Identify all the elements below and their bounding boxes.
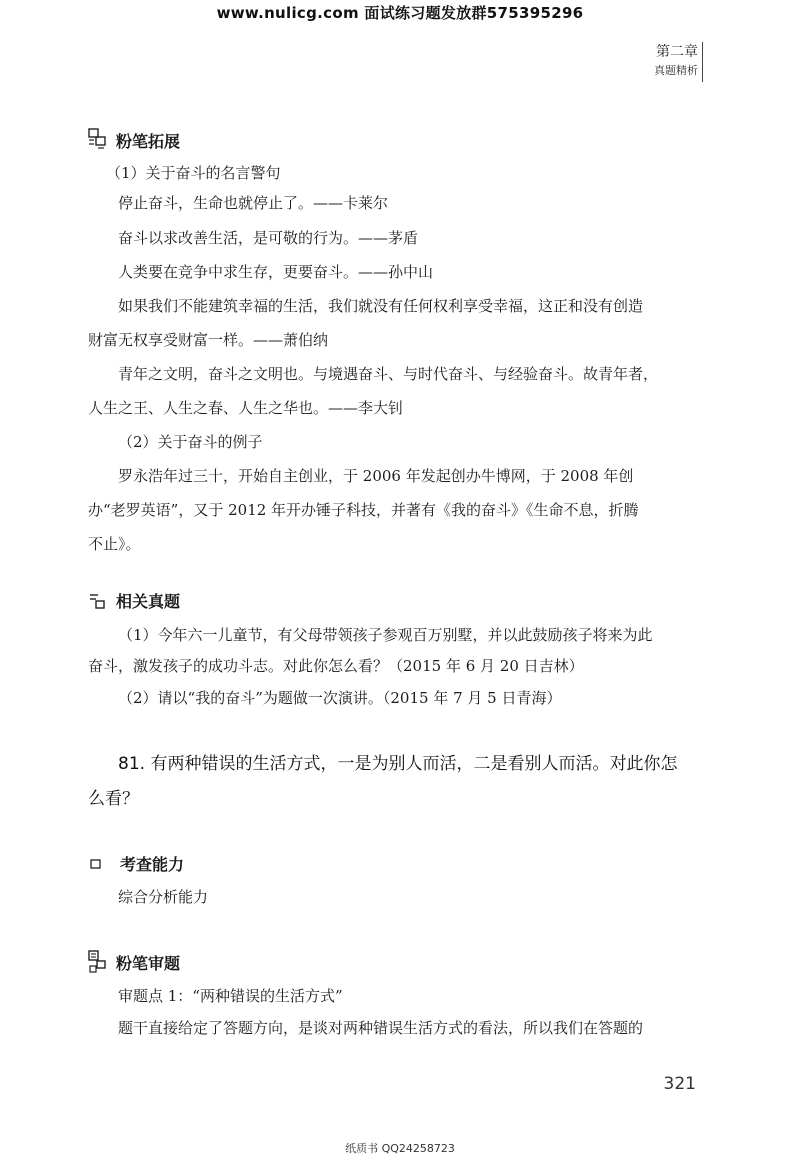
page-number: 321	[663, 1074, 696, 1094]
chapter-subtitle: 真题精析	[654, 64, 698, 77]
text-line: 财富无权享受财富一样。——萧伯纳	[88, 331, 329, 349]
chapter-divider	[702, 42, 703, 82]
section-ability-title: 考查能力	[120, 855, 185, 874]
related-questions-icon	[88, 592, 106, 610]
text-line: 办“老罗英语”，又于 2012 年开办锤子科技，并著有《我的奋斗》《生命不息，折腾	[88, 501, 639, 519]
text-line: （2）请以“我的奋斗”为题做一次演讲。（2015 年 7 月 5 日青海）	[118, 689, 562, 707]
bottom-note: 纸质书 QQ24258723	[345, 1142, 455, 1155]
text-line: 审题点 1：“两种错误的生活方式”	[118, 987, 343, 1005]
text-line: （2）关于奋斗的例子	[118, 433, 263, 451]
text-line: 综合分析能力	[118, 888, 209, 906]
text-line: （1）关于奋斗的名言警句	[106, 164, 281, 182]
text-line: 如果我们不能建筑幸福的生活，我们就没有任何权利享受幸福，这正和没有创造	[118, 297, 644, 315]
text-line: 人生之王、人生之春、人生之华也。——李大钊	[88, 399, 404, 417]
section-review-heading	[88, 950, 180, 974]
top-banner: www.nulicg.com 面试练习题发放群575395296	[216, 4, 584, 22]
section-expand-title: 粉笔拓展	[116, 131, 181, 151]
text-line: 奋斗以求改善生活，是可敬的行为。——茅盾	[118, 229, 419, 247]
review-pencil-icon	[88, 950, 106, 974]
text-line: 停止奋斗，生命也就停止了。——卡莱尔	[118, 194, 389, 212]
chapter-header	[654, 42, 698, 80]
text-line: 奋斗，激发孩子的成功斗志。对此你怎么看？（2015 年 6 月 20 日吉林）	[88, 657, 584, 675]
text-line: 题干直接给定了答题方向，是谈对两种错误生活方式的看法，所以我们在答题的	[118, 1019, 644, 1037]
question-line: 么看？	[88, 789, 139, 809]
section-ability-heading	[88, 852, 184, 875]
text-line: 不止》。	[88, 535, 141, 553]
section-related-title: 相关真题	[116, 592, 181, 611]
section-related-heading	[88, 589, 180, 612]
section-review-title: 粉笔审题	[116, 953, 181, 973]
text-line: 罗永浩年过三十，开始自主创业，于 2006 年发起创办牛博网，于 2008 年创	[118, 467, 634, 485]
book-notes-icon	[88, 128, 106, 152]
question-line: 81. 有两种错误的生活方式，一是为别人而活，二是看别人而活。对此你怎	[118, 754, 678, 774]
ability-square-icon	[88, 856, 104, 872]
section-expand-heading	[88, 128, 180, 152]
text-line: 青年之文明，奋斗之文明也。与境遇奋斗、与时代奋斗、与经验奋斗。故青年者，	[118, 365, 659, 383]
text-line: 人类要在竞争中求生存，更要奋斗。——孙中山	[118, 263, 434, 281]
text-line: （1）今年六一儿童节，有父母带领孩子参观百万别墅，并以此鼓励孩子将来为此	[118, 626, 653, 644]
chapter-title: 第二章	[656, 44, 698, 60]
